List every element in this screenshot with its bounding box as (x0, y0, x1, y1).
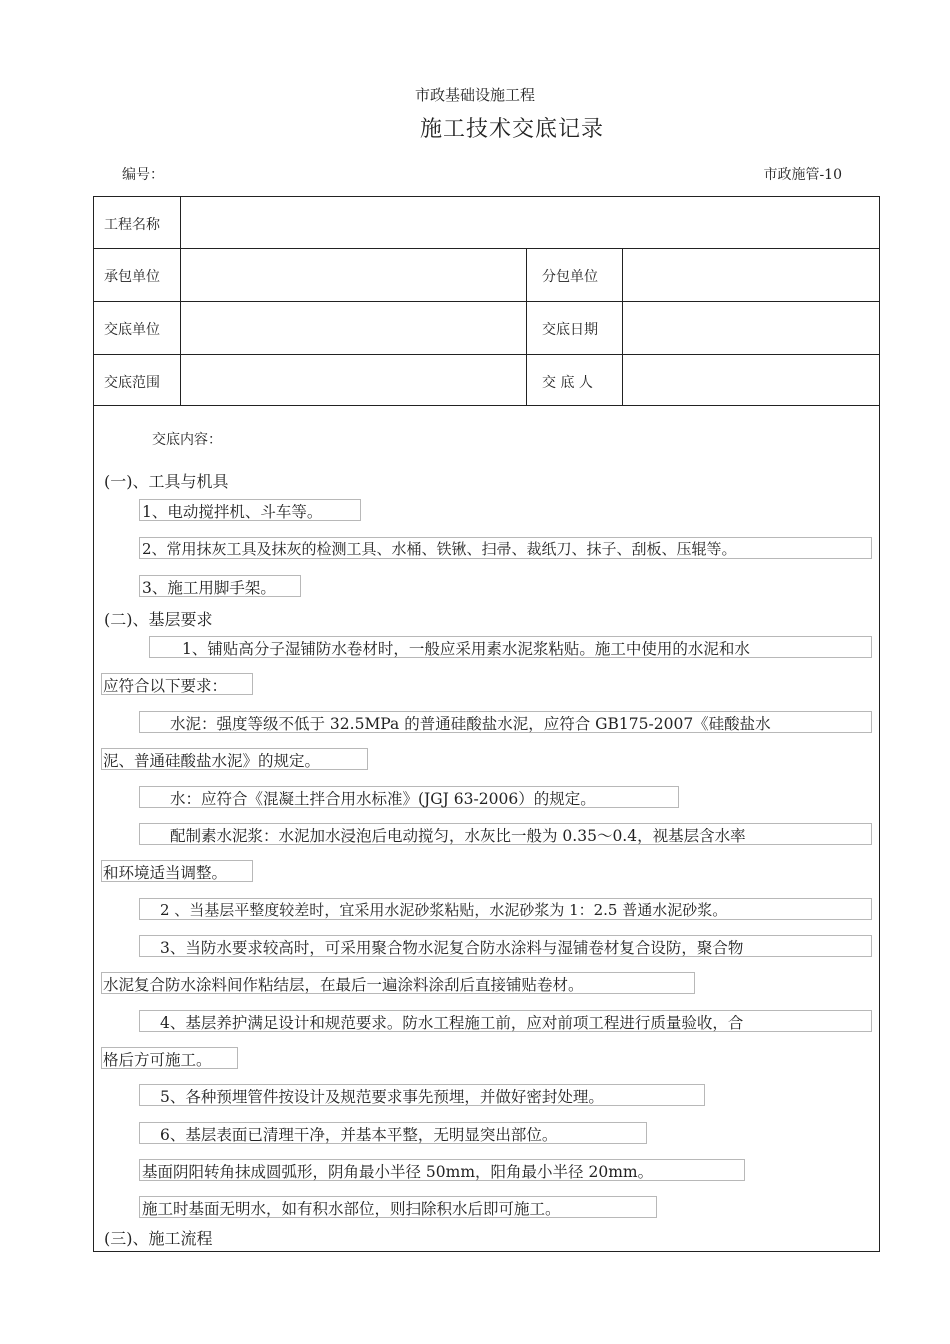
requirement-text: 水泥：强度等级不低于 32.5MPa 的普通硅酸盐水泥，应符合 GB175-2007《硅酸盐水 (170, 715, 771, 733)
tool-item: 3、施工用脚手架。 (142, 579, 276, 597)
requirement-text: 配制素水泥浆：水泥加水浸泡后电动搅匀，水灰比一般为 0.35～0.4，视基层含水率 (170, 827, 746, 845)
requirement-text: 4、基层养护满足设计和规范要求。防水工程施工前，应对前项工程进行质量验收，合 (160, 1014, 744, 1032)
contractor-label: 承包单位 (104, 269, 160, 285)
row-divider (94, 248, 879, 249)
subcontractor-label: 分包单位 (542, 269, 598, 285)
document-title: 施工技术交底记录 (419, 117, 604, 142)
section-heading: (三)、施工流程 (104, 1229, 213, 1248)
disclosure-unit-label: 交底单位 (104, 322, 160, 338)
tool-item: 1、电动搅拌机、斗车等。 (142, 503, 323, 521)
disclosure-scope-label: 交底范围 (104, 375, 160, 391)
document-subtitle: 市政基础设施工程 (414, 86, 535, 104)
requirement-text: 2 、当基层平整度较差时，宜采用水泥砂浆粘贴，水泥砂浆为 1：2.5 普通水泥砂浆。 (160, 901, 728, 919)
requirement-text: 应符合以下要求： (103, 677, 228, 695)
requirement-text: 6、基层表面已清理干净，并基本平整，无明显突出部位。 (160, 1126, 558, 1144)
requirement-text: 3、当防水要求较高时，可采用聚合物水泥复合防水涂料与湿铺卷材复合设防，聚合物 (160, 939, 744, 957)
disclosure-date-label: 交底日期 (542, 322, 598, 338)
column-divider (526, 248, 527, 405)
requirement-text: 和环境适当调整。 (103, 864, 228, 882)
requirement-text: 水泥复合防水涂料间作粘结层，在最后一遍涂料涂刮后直接铺贴卷材。 (103, 976, 584, 994)
disclosure-content-label: 交底内容： (152, 432, 222, 448)
discloser-label: 交 底 人 (542, 375, 593, 391)
disclosure-form-table (93, 196, 880, 1252)
requirement-text: 施工时基面无明水，如有积水部位，则扫除积水后即可施工。 (142, 1200, 561, 1218)
row-divider (94, 301, 879, 302)
form-code: 市政施管-10 (763, 167, 842, 183)
row-divider (94, 354, 879, 355)
section-heading: (一)、工具与机具 (104, 472, 229, 491)
project-name-label: 工程名称 (104, 217, 160, 233)
requirement-text: 基面阴阳转角抹成圆弧形，阴角最小半径 50mm，阳角最小半径 20mm。 (142, 1163, 654, 1181)
requirement-text: 5、各种预埋管件按设计及规范要求事先预埋，并做好密封处理。 (160, 1088, 604, 1106)
requirement-text: 1、铺贴高分子湿铺防水卷材时，一般应采用素水泥浆粘贴。施工中使用的水泥和水 (182, 640, 750, 658)
section-heading: (二)、基层要求 (104, 610, 213, 629)
requirement-text: 格后方可施工。 (103, 1051, 212, 1069)
requirement-text: 水：应符合《混凝土拌合用水标准》(JGJ 63-2006）的规定。 (170, 790, 596, 808)
serial-number-label: 编号： (122, 167, 164, 183)
requirement-text: 泥、普通硅酸盐水泥》的规定。 (103, 752, 321, 770)
column-divider (622, 248, 623, 405)
row-divider (94, 405, 879, 406)
column-divider (180, 197, 181, 405)
tool-item: 2、常用抹灰工具及抹灰的检测工具、水桶、铁锹、扫帚、裁纸刀、抹子、刮板、压辊等。 (142, 540, 737, 558)
